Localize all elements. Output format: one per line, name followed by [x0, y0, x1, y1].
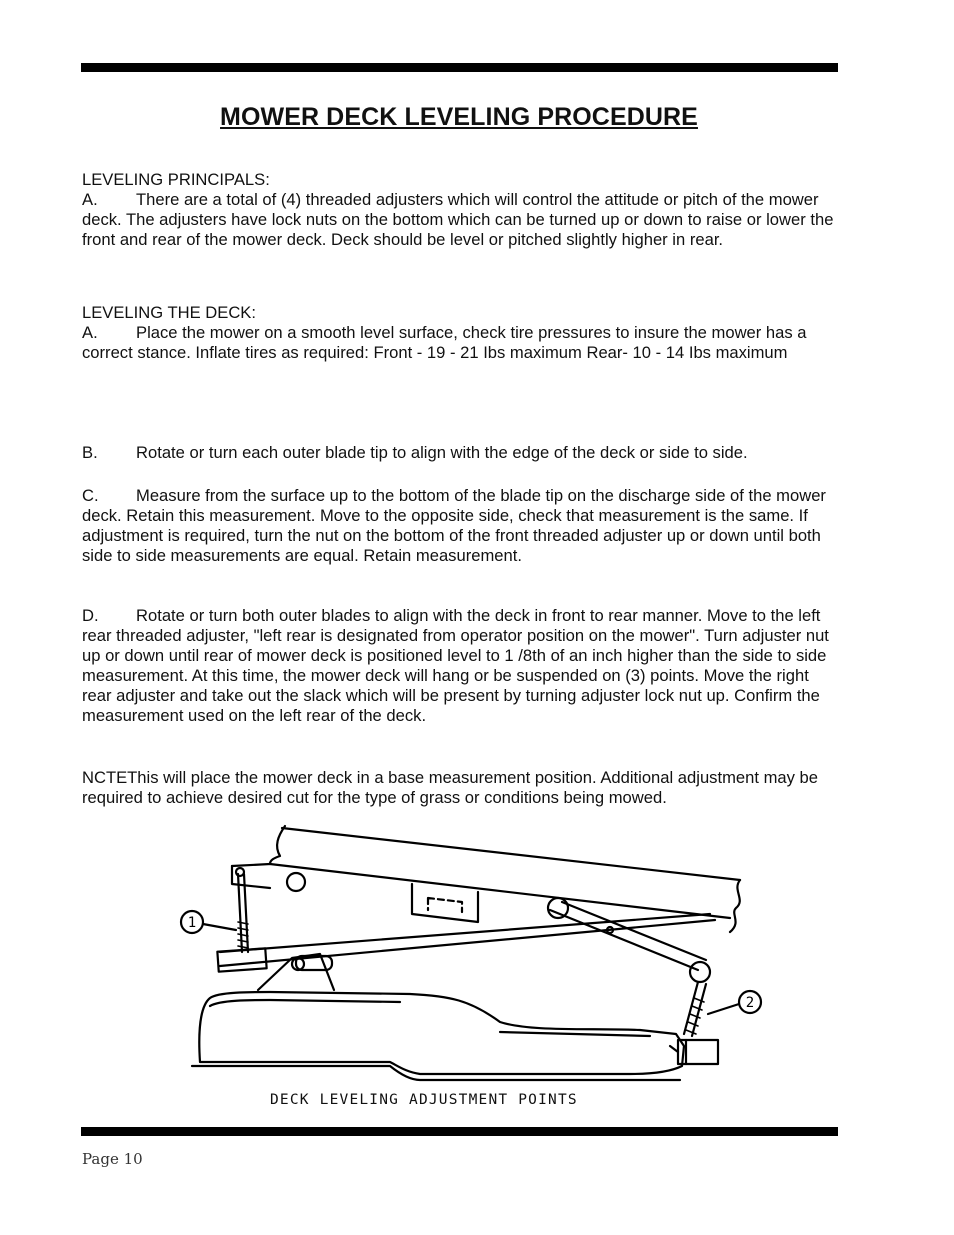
frame-break-right	[730, 880, 740, 932]
leveling-section	[82, 303, 842, 363]
frame-pivot	[287, 873, 305, 891]
leveling-item-b	[82, 443, 842, 463]
item-label: A.	[82, 190, 98, 210]
item-label: C.	[82, 486, 99, 505]
page-number: Page 10	[82, 1150, 143, 1168]
note-paragraph: NCTEThis will place the mower deck in a base measurement position. Additional adjustment may be required to achieve desired cut for the type of grass or conditions being mowed.	[82, 768, 819, 808]
top-rule	[81, 63, 838, 72]
bracket	[412, 884, 478, 922]
callout-1-label: 1	[187, 915, 197, 931]
mower-deck	[199, 992, 684, 1074]
item-label: A.	[82, 323, 98, 343]
callout-2-leader	[708, 1004, 739, 1014]
frame-top-edge	[282, 828, 740, 880]
item-text: Measure from the surface up to the bottom of the blade tip on the discharge side of the mower deck. Retain this measurement. Move to the opposite side, check that measurement is the same. If adjustment is required, turn the nut on the bottom of the front threaded adjuster up or down until both side to side measurements are equal. Retain measurement.	[82, 486, 826, 566]
callout-2-label: 2	[745, 995, 755, 1011]
figure-caption: DECK LEVELING ADJUSTMENT POINTS	[270, 1092, 578, 1108]
leveling-item-d	[82, 606, 842, 727]
callout-1-leader	[203, 924, 236, 930]
item-label: B.	[82, 443, 98, 462]
leveling-heading: LEVELING THE DECK:	[82, 303, 256, 322]
leveling-item-c	[82, 486, 842, 566]
leveling-item-a	[82, 323, 842, 363]
principals-section	[82, 170, 842, 250]
bottom-rule	[81, 1127, 838, 1136]
item-text: Place the mower on a smooth level surface, check tire pressures to insure the mower has a correct stance. Inflate tires as required: Front - 19 - 21 Ibs maximum Rear- 10 - 14 Ibs maximum	[82, 323, 807, 363]
item-label: D.	[82, 606, 99, 625]
principals-heading: LEVELING PRINCIPALS:	[82, 170, 270, 189]
item-text: Rotate or turn each outer blade tip to align with the edge of the deck or side to side.	[136, 443, 748, 462]
item-text: Rotate or turn both outer blades to align with the deck in front to rear manner. Move to the left rear threaded adjuster, "left rear is designated from operator position on the mower". Turn adjuster nut up or down until rear of mower deck is positioned level to 1 /8th of an inch higher than the side to side measurement. At this time, the mower deck will hang or be suspended on (3) points. Move the right rear adjuster and take out the slack which will be present by turning adjuster lock nut up. Confirm the measurement used on the left rear of the deck.	[82, 606, 829, 726]
deck-leveling-diagram	[170, 822, 780, 1122]
frame-break-left	[270, 826, 285, 864]
principals-item-a	[82, 190, 842, 250]
item-text: There are a total of (4) threaded adjusters which will control the attitude or pitch of the mower deck. The adjusters have lock nuts on the bottom which can be turned up or down to raise or lower the front and rear of the mower deck. Deck should be level or pitched slightly higher in rear.	[82, 190, 834, 250]
page-title: MOWER DECK LEVELING PROCEDURE	[220, 102, 698, 131]
